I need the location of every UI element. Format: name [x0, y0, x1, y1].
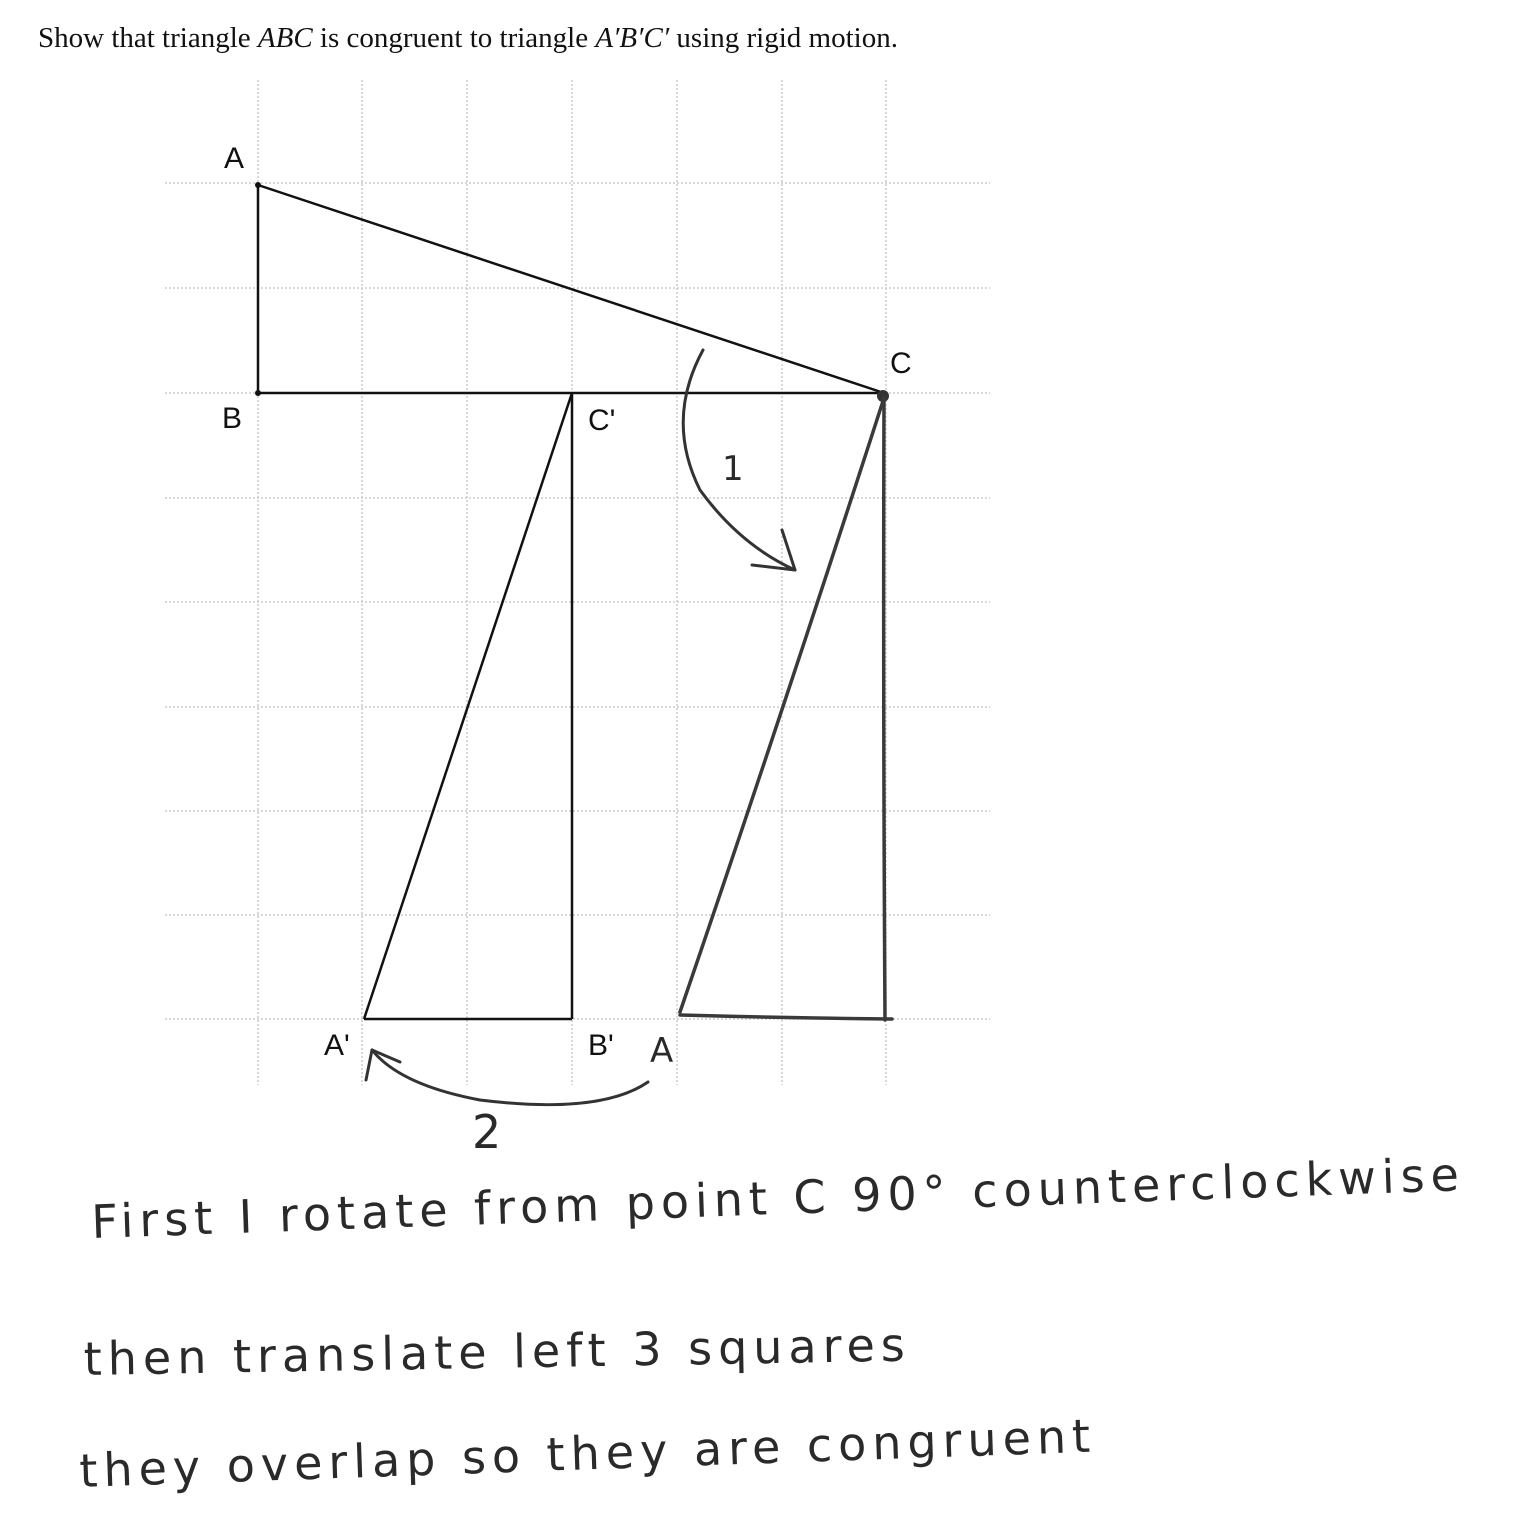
- grid: [165, 80, 990, 1085]
- pencil-bottom-side: [680, 1015, 892, 1019]
- label-a: A: [224, 142, 245, 175]
- explanation-line-3: they overlap so they are congruent: [78, 1408, 1097, 1498]
- triangle-a-prime-b-prime-c-prime: [364, 393, 572, 1019]
- point-b: [255, 390, 261, 396]
- label-b-prime: B': [588, 1029, 614, 1062]
- question-middle: is congruent to triangle: [312, 22, 596, 54]
- step1-marker: 1: [722, 449, 744, 489]
- side-ac: [258, 185, 884, 393]
- rotated-image-triangle: [680, 398, 892, 1020]
- step2-marker: 2: [472, 1105, 508, 1159]
- handwritten-label-a-image: A: [650, 1031, 674, 1071]
- pencil-hypotenuse: [680, 398, 884, 1012]
- triangle-abc-name: ABC: [257, 22, 313, 54]
- label-b: B: [222, 402, 243, 435]
- triangle-abc: [258, 185, 884, 393]
- label-a-prime: A': [324, 1029, 350, 1062]
- question-prefix: Show that triangle: [38, 22, 258, 54]
- question-suffix: using rigid motion.: [669, 22, 898, 54]
- label-c: C: [890, 347, 912, 380]
- triangle-abc-prime-name: A′B′C′: [595, 22, 670, 54]
- point-a: [255, 182, 261, 188]
- explanation-line-2: then translate left 3 squares: [83, 1317, 912, 1386]
- explanation-line-1: First I rotate from point C 90° counterclockwise: [90, 1147, 1466, 1249]
- pencil-vertical-side: [884, 398, 885, 1020]
- label-c-prime: C': [588, 404, 616, 437]
- side-a-prime-c-prime: [364, 393, 572, 1019]
